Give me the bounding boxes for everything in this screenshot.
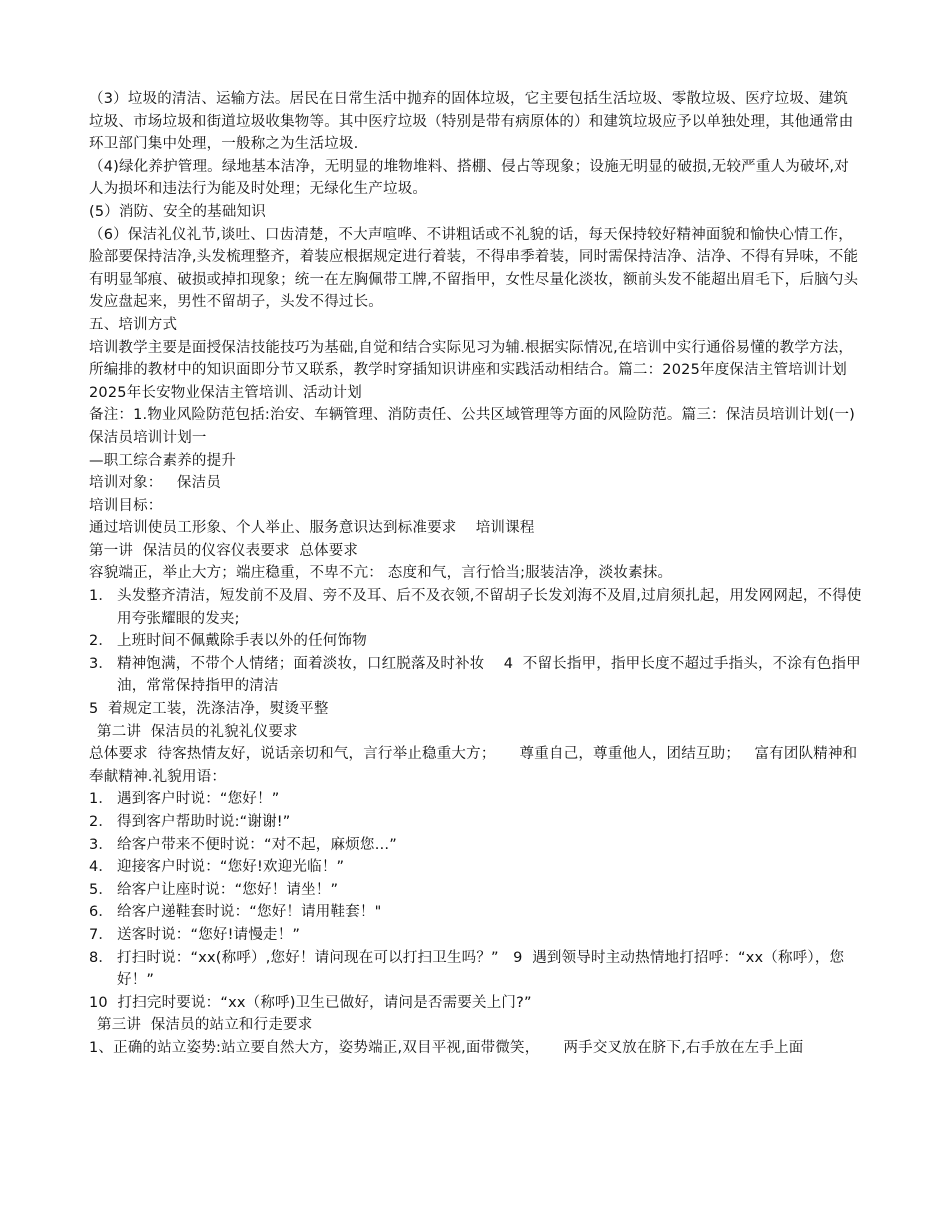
- list-item-number: 1．: [89, 791, 114, 808]
- list-item: [89, 924, 862, 947]
- list-item-text: 得到客户帮助时说:“谢谢!”: [117, 814, 291, 830]
- list-item-number: 5．: [89, 881, 114, 898]
- paragraph-remark: 备注：1.物业风险防范包括:治安、车辆管理、消防责任、公共区域管理等方面的风险防范。篇三：保洁员培训计划(一): [89, 407, 856, 424]
- list-item-text: 给客户让座时说：“您好！请坐！”: [117, 881, 339, 898]
- paragraph-standing-posture: 1、正确的站立姿势:站立要自然大方，姿势端正,双目平视,面带微笑， 两手交叉放在脐下,右手放在左手上面: [89, 1039, 804, 1056]
- list-item-number: 3．: [89, 836, 114, 853]
- list-item: [89, 630, 862, 653]
- list-item-number: 4．: [89, 859, 114, 876]
- lecture-1-title: 第一讲 保洁员的仪容仪表要求 总体要求: [89, 542, 359, 559]
- list-item-text: 送客时说：“您好!请慢走！”: [117, 926, 301, 943]
- paragraph-target: 培训对象： 保洁员: [89, 475, 222, 492]
- list-item-10: 10 打扫完时要说：“xx（称呼)卫生已做好，请问是否需要关上门?”: [89, 994, 532, 1011]
- paragraph-garbage-handling: （3）垃圾的清洁、运输方法。居民在日常生活中抛弃的固体垃圾，它主要包括生活垃圾、零散垃圾、医疗垃圾、建筑垃圾、市场垃圾和街道垃圾收集物等。其中医疗垃圾（特别是带有病原体的）和建筑垃圾应予以单独处理，其他通常由环卫部门集中处理，一般称之为生活垃圾.: [89, 91, 854, 153]
- paragraph-subtitle: —职工综合素养的提升: [89, 452, 236, 469]
- list-item: [89, 834, 862, 857]
- list-item: [89, 901, 862, 924]
- paragraph-etiquette: （6）保洁礼仪礼节,谈吐、口齿清楚，不大声喧哗、不讲粗话或不礼貌的话，每天保持较好精神面貌和愉快心情工作，脸部要保持洁净,头发梳理整齐，着装应根据规定进行着装，不得串季着装，同时需保持洁净、洁净、不得有异味，不能有明显邹痕、破损或掉扣现象；统一在左胸佩带工牌,不留指甲，女性尽量化淡妆，额前头发不能超出眉毛下，后脑勺头发应盘起来，男性不留胡子，头发不得过长。: [89, 226, 859, 311]
- list-item: [89, 653, 862, 698]
- list-item: [89, 811, 862, 834]
- lecture-1-summary: 容貌端正，举止大方；端庄稳重，不卑不亢： 态度和气，言行恰当;服装洁净，淡妆素抹。: [89, 565, 673, 582]
- list-item-text: 头发整齐清洁，短发前不及眉、旁不及耳、后不及衣领,不留胡子长发刘海不及眉,过肩须扎起，用发网网起，不得使用夸张耀眼的发夹;: [117, 588, 862, 627]
- lecture-3-title: 第三讲 保洁员的站立和行走要求: [97, 1017, 313, 1034]
- list-item-number: 2．: [89, 633, 114, 650]
- paragraph-plan-one: 保洁员培训计划一: [89, 429, 207, 446]
- list-item-text: 遇到客户时说：“您好！”: [117, 791, 280, 808]
- paragraph-goal: 通过培训使员工形象、个人举止、服务意识达到标准要求 培训课程: [89, 520, 535, 537]
- list-item-text: 给客户带来不便时说：“对不起，麻烦您…”: [117, 836, 398, 853]
- section-heading-training-method: 五、培训方式: [89, 316, 178, 333]
- list-item-number: 2．: [89, 814, 114, 830]
- list-item-text: 上班时间不佩戴除手表以外的任何饰物: [117, 633, 367, 650]
- list-item: [89, 788, 862, 811]
- paragraph-plan-title: 2025年长安物业保洁主管培训、活动计划: [89, 384, 362, 401]
- list-item: [89, 856, 862, 879]
- list-item-text: 给客户递鞋套时说：“您好！请用鞋套！": [117, 904, 382, 921]
- paragraph-training-method: 培训教学主要是面授保洁技能技巧为基础,自觉和结合实际见习为辅.根据实际情况,在培训中实行通俗易懂的教学方法，所编排的教材中的知识面即分节又联系，教学时穿插知识讲座和实践活动相结合。篇二：2025年度保洁主管培训计划: [89, 339, 854, 379]
- list-item: [89, 879, 862, 902]
- list-item-number: 7．: [89, 926, 114, 943]
- list-item-text: 迎接客户时说：“您好!欢迎光临！”: [117, 859, 345, 876]
- list-item: [89, 585, 862, 630]
- list-item-text: 打扫时说：“xx(称呼）,您好！请问现在可以打扫卫生吗？” 9 遇到领导时主动热情地打招呼：“xx（称呼），您好！”: [117, 949, 845, 989]
- list-item-text: 精神饱满，不带个人情绪；面着淡妆，口红脱落及时补妆 4 不留长指甲，指甲长度不超过手指头，不涂有色指甲油，常常保持指甲的清洁: [117, 655, 861, 695]
- list-item-number: 8．: [89, 949, 114, 966]
- paragraph-fire-safety: (5）消防、安全的基础知识: [89, 203, 266, 220]
- lecture-2-summary: 总体要求 待客热情友好，说话亲切和气，言行举止稳重大方； 尊重自己，尊重他人，团结互助； 富有团队精神和奉献精神.礼貌用语：: [89, 746, 858, 785]
- lecture-2-title: 第二讲 保洁员的礼貌礼仪要求: [97, 723, 298, 740]
- list-item-number: 1．: [89, 588, 114, 605]
- list-item-number: 6．: [89, 904, 114, 921]
- list-item-5: 5 着规定工装，洗涤洁净，熨烫平整: [89, 701, 329, 718]
- paragraph-greening-maintenance: （4)绿化养护管理。绿地基本洁净，无明显的堆物堆料、搭棚、侵占等现象；设施无明显的破损,无较严重人为破坏,对人为损坏和违法行为能及时处理；无绿化生产垃圾。: [89, 158, 849, 198]
- list-item: [89, 947, 862, 992]
- list-item-number: 3．: [89, 655, 114, 672]
- paragraph-goal-label: 培训目标：: [89, 497, 163, 514]
